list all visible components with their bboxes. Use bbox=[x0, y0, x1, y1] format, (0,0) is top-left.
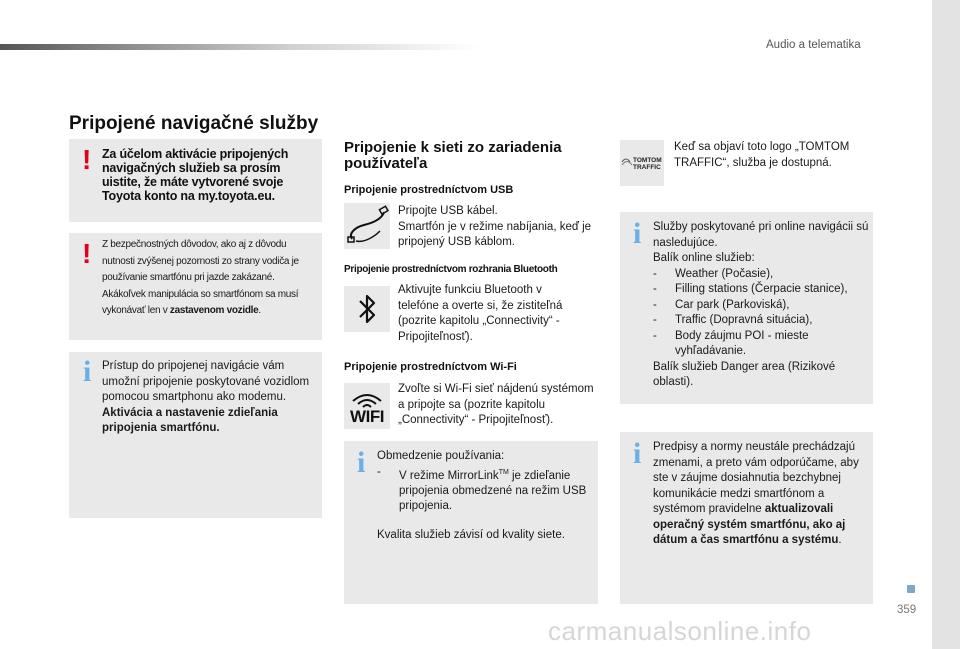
online-services-list bbox=[653, 267, 869, 360]
regulations-text: Predpisy a normy neustále prechádzajú zmenami, a preto vám odporúčame, aby ste v záujme dosiahnutia bezchybnej komunikácie medzi smartfónom a systémom pravidelne bbox=[653, 441, 859, 515]
wifi-heading: Pripojenie prostredníctvom Wi-Fi bbox=[344, 361, 517, 373]
modem-info-text: Prístup do pripojenej navigácie vám umožní pripojenie poskytované vozidlom pomocou smartphonu ako modemu. bbox=[102, 360, 310, 403]
page-edge-tab bbox=[932, 0, 960, 649]
page-marker bbox=[907, 585, 915, 593]
page-number: 359 bbox=[897, 604, 917, 616]
trademark-mark: TM bbox=[498, 468, 509, 476]
usage-limits-box bbox=[344, 441, 598, 604]
account-warning-box bbox=[69, 139, 322, 222]
regulations-box bbox=[620, 432, 873, 604]
network-connection-title: Pripojenie k sieti zo zariadenia používateľa bbox=[344, 139, 562, 172]
modem-info-content bbox=[102, 359, 320, 437]
usb-text-2: Smartfón je v režime nabíjania, keď je pripojený USB káblom. bbox=[398, 220, 592, 248]
watermark: carmanualsonline.info bbox=[548, 616, 812, 646]
danger-area-text: Balík služieb Danger area (Rizikové oblasti). bbox=[653, 360, 836, 388]
usb-cable-icon bbox=[344, 203, 390, 249]
usb-text-1: Pripojte USB kábel. bbox=[398, 205, 498, 217]
info-icon: i bbox=[633, 437, 642, 470]
list-item: - V režime MirrorLink™ je zdieľanie pripojenia obmedzené na režim USB pripojenia. bbox=[377, 465, 595, 515]
wifi-text: Zvoľte si Wi-Fi sieť nájdenú systémom a pripojte sa (pozrite kapitolu „Connectivity“ - Pripojiteľnosť). bbox=[398, 383, 594, 426]
list-item: - Filling stations (Čerpacie stanice), bbox=[653, 282, 869, 298]
usage-limits-title: Obmedzenie používania: bbox=[377, 450, 505, 462]
exclamation-icon: ! bbox=[82, 238, 92, 269]
page-title: Pripojené navigačné služby bbox=[69, 113, 319, 134]
info-icon: i bbox=[633, 217, 642, 250]
online-services-content bbox=[653, 220, 869, 391]
list-item: - Car park (Parkoviská), bbox=[653, 298, 869, 314]
service-quality-text: Kvalita služieb závisí od kvality siete. bbox=[377, 528, 565, 541]
stopped-vehicle-emphasis: zastavenom vozidle bbox=[169, 305, 259, 316]
safety-warning-line2: Akákoľvek manipulácia so smartfónom sa musí vykonávať len v bbox=[102, 288, 299, 316]
tomtom-text: Keď sa objaví toto logo „TOMTOM TRAFFIC“, služba je dostupná. bbox=[674, 141, 850, 169]
bluetooth-text: Aktivujte funkciu Bluetooth v telefóne a overte si, že zistiteľná (pozrite kapitolu „Connectivity“ - Pripojiteľnosť). bbox=[398, 284, 563, 343]
usb-heading: Pripojenie prostredníctvom USB bbox=[344, 184, 514, 196]
online-services-pack: Balík online služieb: bbox=[653, 252, 755, 264]
exclamation-icon: ! bbox=[82, 144, 92, 175]
bluetooth-heading: Pripojenie prostredníctvom rozhrania Bluetooth bbox=[344, 264, 558, 275]
tomtom-traffic-logo bbox=[620, 140, 664, 186]
list-item: - Weather (Počasie), bbox=[653, 267, 869, 283]
usb-text bbox=[398, 204, 593, 251]
regulations-bold: aktualizovali operačný systém smartfónu, ako aj dátum a čas smartfónu a systému bbox=[653, 503, 846, 546]
bluetooth-icon bbox=[344, 286, 390, 332]
info-icon: i bbox=[357, 446, 366, 479]
safety-warning-box bbox=[69, 233, 322, 340]
wifi-icon bbox=[344, 383, 390, 429]
tomtom-logo-text: TOMTOM TRAFFIC bbox=[633, 157, 662, 171]
modem-info-box bbox=[69, 352, 322, 518]
list-item: - Body záujmu POI - mieste vyhľadávanie. bbox=[653, 329, 869, 360]
account-warning-text: Za účelom aktivácie pripojených navigačných služieb sa prosím uistite, že máte vytvorené svoje Toyota konto na my.toyota.eu. bbox=[102, 147, 289, 203]
usage-limits-content bbox=[377, 449, 595, 543]
modem-info-bold: Aktivácia a nastavenie zdieľania pripojenia smartfónu. bbox=[102, 406, 278, 434]
header-gradient-bar bbox=[0, 44, 480, 50]
wifi-icon-label: WIFI bbox=[350, 407, 384, 426]
list-item: - Traffic (Dopravná situácia), bbox=[653, 313, 869, 329]
info-icon: i bbox=[83, 355, 92, 388]
section-title: Audio a telematika bbox=[766, 39, 861, 51]
online-services-box bbox=[620, 212, 873, 404]
regulations-content: Predpisy a normy neustále prechádzajú zmenami, a preto vám odporúčame, aby ste v záujme dosiahnutia bezchybnej komunikácie medzi smartfónom a systémom pravidelne aktualizovali operačný systém smartfónu, ako aj dátum a čas smartfónu a systému. bbox=[653, 441, 859, 546]
safety-warning-text: Z bezpečnostných dôvodov, ako aj z dôvodu nutnosti zvýšenej pozornosti zo strany vodiča je používanie smartfónu pri jazde zakázané. Akákoľvek manipulácia so smartfónom sa musí vykonávať len v zastavenom vozidle. bbox=[102, 239, 299, 316]
online-services-intro: Služby poskytované pri online navigácii sú nasledujúce. bbox=[653, 221, 869, 249]
safety-warning-line1: Z bezpečnostných dôvodov, ako aj z dôvodu nutnosti zvýšenej pozornosti zo strany vodiča je používanie smartfónu pri jazde zakázané. bbox=[102, 239, 299, 283]
